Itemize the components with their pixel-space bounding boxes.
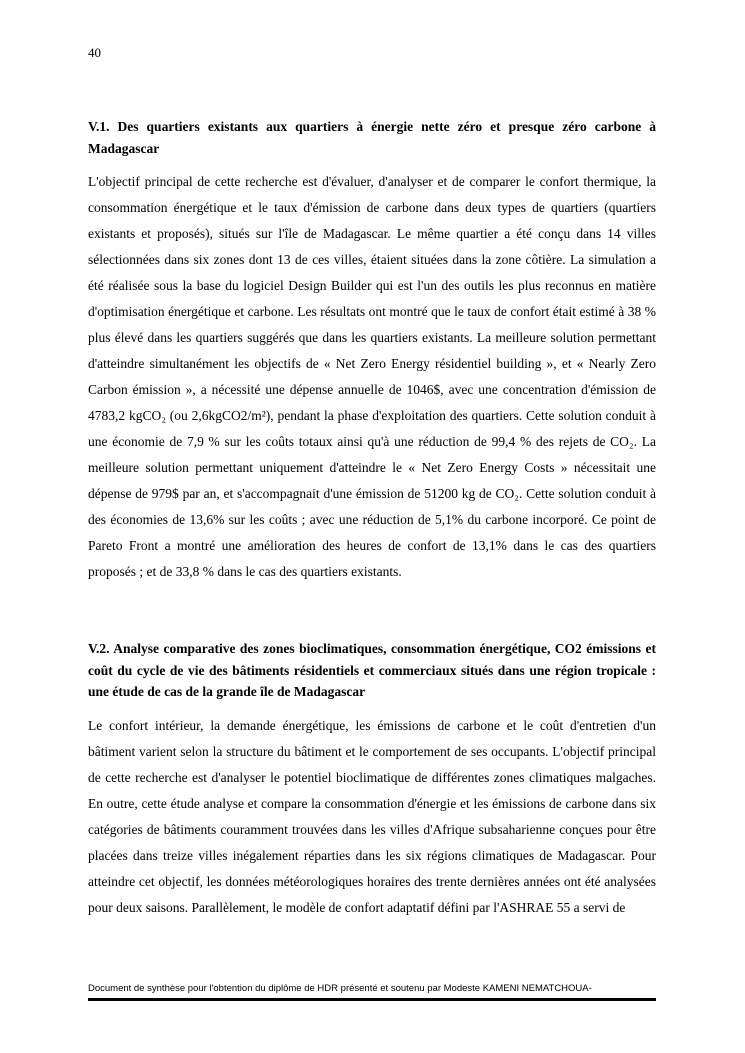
page-footer [88,983,656,1001]
footer-divider [88,998,656,1001]
section-heading-v1: V.1. Des quartiers existants aux quartiers à énergie nette zéro et presque zéro carbone à Madagascar [88,119,656,156]
page-content [88,0,656,921]
footer-text: Document de synthèse pour l'obtention du diplôme de HDR présenté et soutenu par Modeste KAMENI NEMATCHOUA- [88,983,592,994]
section-heading-v2: V.2. Analyse comparative des zones bioclimatiques, consommation énergétique, CO2 émissions et coût du cycle de vie des bâtiments résidentiels et commerciaux situés dans une région tropicale : une étude de cas de la grande île de Madagascar [88,641,656,699]
section-body-v1: L'objectif principal de cette recherche est d'évaluer, d'analyser et de comparer le confort thermique, la consommation énergétique et le taux d'émission de carbone dans deux types de quartiers (quartiers existants et proposés), situés sur l'île de Madagascar. Le même quartier a été conçu dans 14 villes sélectionnées dans six zones dont 13 de ces villes, étaient situées dans la zone côtière. La simulation a été réalisée sous la base du logiciel Design Builder qui est l'un des outils les plus reconnus en matière d'optimisation énergétique et carbone. Les résultats ont montré que le taux de confort était estimé à 38 % plus élevé dans les quartiers suggérés que dans les quartiers existants. La meilleure solution permettant d'atteindre simultanément les objectifs de « Net Zero Energy résidentiel building », et « Nearly Zero Carbon émission », a nécessité une dépense annuelle de 1046$, avec une concentration d'émission de 4783,2 kgCO₂ (ou 2,6kgCO2/m²), pendant la phase d'exploitation des quartiers. Cette solution conduit à une économie de 7,9 % sur les coûts totaux ainsi qu'à une réduction de 99,4 % des rejets de CO₂. La meilleure solution permettant uniquement d'atteindre le « Net Zero Energy Costs » nécessitait une dépense de 979$ par an, et s'accompagnait d'une émission de 51200 kg de CO₂. Cette solution conduit à des économies de 13,6% sur les coûts ; avec une réduction de 5,1% du carbone incorporé. Ce point de Pareto Front a montré une amélioration des heures de confort de 13,1% dans le cas des quartiers proposés ; et de 33,8 % dans le cas des quartiers existants. [88,174,656,579]
section-body-v2: Le confort intérieur, la demande énergétique, les émissions de carbone et le coût d'entretien d'un bâtiment varient selon la structure du bâtiment et le comportement de ses occupants. L'objectif principal de cette recherche est d'analyser le potentiel bioclimatique de différentes zones climatiques malgaches. En outre, cette étude analyse et compare la consommation d'énergie et les émissions de carbone dans six catégories de bâtiments couramment trouvées dans les villes d'Afrique subsaharienne conçues pour être placées dans treize villes inégalement réparties dans les six régions climatiques de Madagascar. Pour atteindre cet objectif, les données météorologiques horaires des trente dernières années ont été analysées pour deux saisons. Parallèlement, le modèle de confort adaptatif défini par l'ASHRAE 55 a servi de [88,717,656,915]
page-number: 40 [88,45,101,60]
